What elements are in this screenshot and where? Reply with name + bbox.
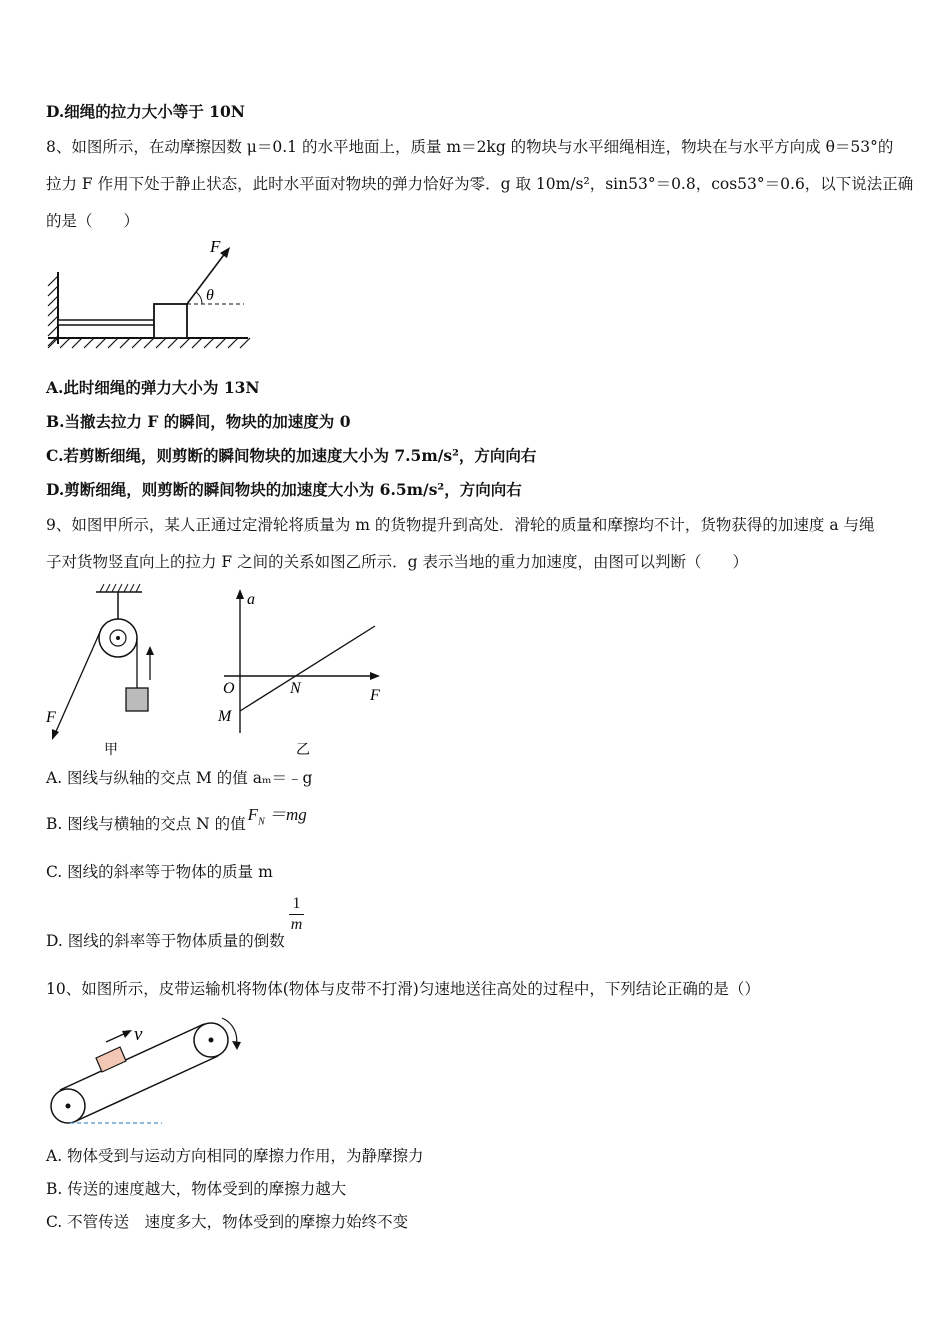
- q9-option-d: [46, 894, 304, 950]
- q9-stem-line1: 9、如图甲所示，某人正通过定滑轮将质量为 m 的货物提升到高处．滑轮的质量和摩擦均不计，货物获得的加速度 a 与绳: [46, 516, 875, 534]
- q9-option-d-text: D. 图线的斜率等于物体质量的倒数: [46, 931, 285, 950]
- q8-figure-block-on-ground: [44, 238, 254, 354]
- rope: [58, 320, 154, 325]
- wall-hatching: [48, 276, 58, 346]
- q8-option-c: C.若剪断细绳，则剪断的瞬间物块的加速度大小为 7.5m/s²，方向向右: [46, 446, 537, 465]
- q9-option-b-text: B. 图线与横轴的交点 N 的值: [46, 815, 246, 833]
- force-arrowhead: [220, 247, 230, 258]
- theta-label: θ: [206, 287, 214, 304]
- block: [154, 304, 187, 338]
- rope-left: [54, 632, 100, 736]
- q8-stem-line3: 的是（ ）: [46, 212, 140, 230]
- angle-arc: [196, 292, 202, 304]
- figure-caption-yi: 乙: [296, 742, 310, 758]
- q9-option-a: A. 图线与纵轴的交点 M 的值 aₘ＝﹣g: [46, 769, 313, 787]
- q10-stem: 10、如图所示，皮带运输机将物体(物体与皮带不打滑)匀速地送往高处的过程中，下列结论正确的是（）: [46, 980, 760, 998]
- x-axis-label: F: [370, 687, 380, 704]
- q9-figure-graph: [212, 583, 392, 761]
- q9-option-d-fraction: $\frac{1}{m}$: [290, 895, 303, 933]
- q10-figure-conveyor: [44, 1012, 254, 1130]
- pull-force-label: F: [46, 709, 56, 726]
- q9-figure-pulley: [44, 580, 224, 760]
- ceiling-hatching: [100, 584, 140, 592]
- conveyor-box: [96, 1047, 126, 1072]
- q9-stem-line2: 子对货物竖直向上的拉力 F 之间的关系如图乙所示．g 表示当地的重力加速度，由图可以判断（ ）: [46, 553, 748, 571]
- q9-option-c: C. 图线的斜率等于物体的质量 m: [46, 863, 273, 881]
- q8-option-d: D.剪断细绳，则剪断的瞬间物块的加速度大小为 6.5m/s²，方向向右: [46, 480, 522, 499]
- q9-option-b-formula: $F_N =mg$: [247, 805, 307, 828]
- point-n-label: N: [290, 680, 301, 697]
- graph-line: [240, 626, 375, 711]
- cargo-box: [126, 688, 148, 711]
- point-m-label: M: [218, 708, 232, 725]
- q8-stem-line1: 8、如图所示，在动摩擦因数 μ＝0.1 的水平地面上，质量 m＝2kg 的物块与水平细绳相连，物块在与水平方向成 θ＝53°的: [46, 138, 894, 156]
- y-axis-label: a: [247, 591, 255, 608]
- belt-top: [60, 1024, 204, 1090]
- belt-bottom: [74, 1056, 218, 1122]
- q7-option-d: D.细绳的拉力大小等于 10N: [46, 102, 245, 121]
- q8-option-b: B.当撤去拉力 F 的瞬间，物块的加速度为 0: [46, 412, 351, 431]
- q8-option-a: A.此时细绳的弹力大小为 13N: [46, 378, 260, 397]
- q10-option-a: A. 物体受到与运动方向相同的摩擦力作用，为静摩擦力: [46, 1147, 424, 1165]
- ground-hatching: [48, 338, 250, 348]
- force-label: F: [210, 238, 221, 256]
- q8-stem-line2: 拉力 F 作用下处于静止状态，此时水平面对物块的弹力恰好为零．g 取 10m/s²，sin53°＝0.8，cos53°＝0.6，以下说法正确: [46, 175, 914, 193]
- velocity-label: v: [134, 1024, 143, 1045]
- q10-option-b: B. 传送的速度越大，物体受到的摩擦力越大: [46, 1180, 347, 1198]
- velocity-arrow: [106, 1033, 126, 1042]
- q9-option-b: [46, 806, 307, 842]
- figure-caption-jia: 甲: [104, 742, 118, 758]
- q10-option-c: C. 不管传送 速度多大，物体受到的摩擦力始终不变: [46, 1213, 409, 1231]
- origin-label: O: [223, 680, 235, 697]
